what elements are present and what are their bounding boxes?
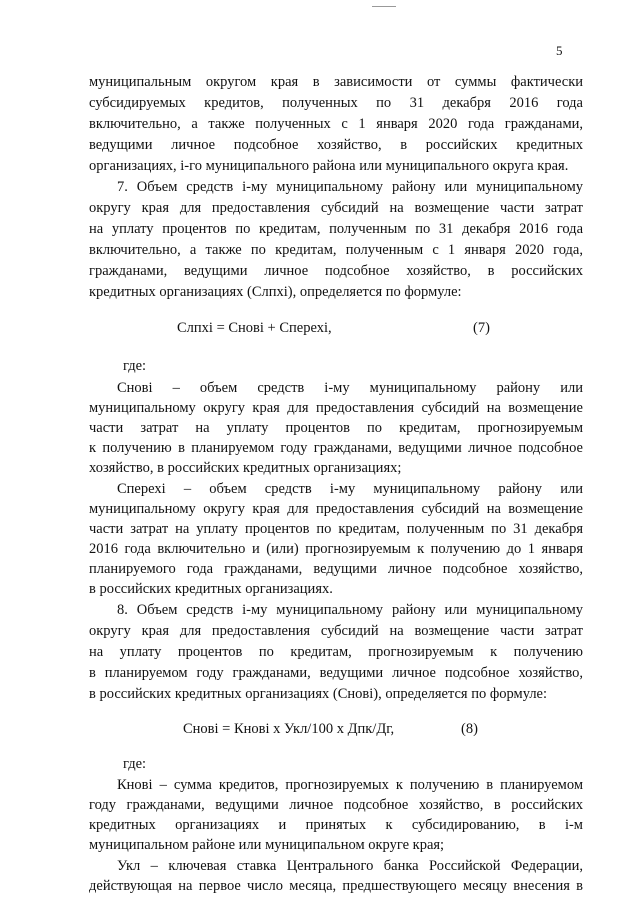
definition-sperehi-line: Сперехi – объем средств i-му муниципальному району или bbox=[117, 481, 583, 497]
paragraph-8-line: 8. Объем средств i-му муниципальному району или муниципальному bbox=[117, 602, 583, 618]
where-label: где: bbox=[123, 358, 147, 374]
definition-knovi-line: году гражданами, ведущими личное подсобное хозяйство, в российских bbox=[89, 797, 583, 813]
scan-mark bbox=[372, 6, 396, 7]
text-line: ведущими личное подсобное хозяйство, в российских кредитных bbox=[89, 137, 583, 153]
definition-knovi-line: кредитных организациях и принятых к субсидированию, в i-м bbox=[89, 817, 583, 833]
paragraph-8-line: в планируемом году гражданами, ведущими личное подсобное хозяйство, bbox=[89, 665, 583, 681]
paragraph-7-line: 7. Объем средств i-му муниципальному району или муниципальному bbox=[117, 179, 583, 195]
paragraph-7-line: кредитных организациях (Слпхi), определяется по формуле: bbox=[89, 284, 462, 300]
definition-sperehi-line: 2016 года включительно и (или) прогнозируемым к получению до 1 января bbox=[89, 541, 583, 557]
formula-7: Слпхi = Снові + Сперехi, bbox=[177, 320, 332, 336]
paragraph-8-line: в российских кредитных организациях (Снові), определяется по формуле: bbox=[89, 686, 548, 702]
page-number: 5 bbox=[556, 43, 563, 58]
paragraph-7-line: округу края для предоставления субсидий на возмещение части затрат bbox=[89, 200, 583, 216]
text-line: муниципальным округом края в зависимости от суммы фактически bbox=[89, 74, 583, 90]
definition-snovi-line: части затрат на уплату процентов по кредитам, прогнозируемым bbox=[89, 420, 583, 436]
definition-sperehi-line: планируемого года гражданами, ведущими личное подсобное хозяйство, bbox=[89, 561, 583, 577]
definition-sperehi-line: в российских кредитных организациях. bbox=[89, 581, 333, 597]
paragraph-8-line: округу края для предоставления субсидий на возмещение части затрат bbox=[89, 623, 583, 639]
text-line: организациях, i-го муниципального района или муниципального округа края. bbox=[89, 158, 569, 174]
formula-8-number: (8) bbox=[461, 721, 478, 737]
definition-ukl-line: Укл – ключевая ставка Центрального банка Российской Федерации, bbox=[117, 858, 583, 874]
definition-snovi-line: хозяйство, в российских кредитных организациях; bbox=[89, 460, 402, 476]
text-line: включительно, а также полученных с 1 января 2020 года гражданами, bbox=[89, 116, 583, 132]
definition-sperehi-line: муниципальному округу края для предоставления субсидий на возмещение bbox=[89, 501, 583, 517]
paragraph-7-line: включительно, а также по кредитам, полученным с 1 января 2020 года, bbox=[89, 242, 583, 258]
text-line: субсидируемых кредитов, полученных по 31 декабря 2016 года bbox=[89, 95, 583, 111]
formula-7-number: (7) bbox=[473, 320, 490, 336]
definition-knovi-line: Кнові – сумма кредитов, прогнозируемых к получению в планируемом bbox=[117, 777, 583, 793]
definition-ukl-line: действующая на первое число месяца, предшествующего месяцу внесения в bbox=[89, 878, 583, 894]
paragraph-7-line: гражданами, ведущими личное подсобное хозяйство, в российских bbox=[89, 263, 583, 279]
paragraph-8-line: на уплату процентов по кредитам, прогнозируемым к получению bbox=[89, 644, 583, 660]
definition-sperehi-line: части затрат на уплату процентов по кредитам, полученным по 31 декабря bbox=[89, 521, 583, 537]
formula-8: Снові = Кнові x Укл/100 x Дпк/Дг, bbox=[183, 721, 395, 737]
definition-knovi-line: муниципальном районе или муниципальном округе края; bbox=[89, 837, 445, 853]
definition-snovi-line: к получению в планируемом году гражданами, ведущими личное подсобное bbox=[89, 440, 583, 456]
definition-snovi-line: муниципальному округу края для предоставления субсидий на возмещение bbox=[89, 400, 583, 416]
paragraph-7-line: на уплату процентов по кредитам, полученным по 31 декабря 2016 года bbox=[89, 221, 583, 237]
definition-snovi-line: Снові – объем средств i-му муниципальному району или bbox=[117, 380, 583, 396]
where-label: где: bbox=[123, 756, 147, 772]
